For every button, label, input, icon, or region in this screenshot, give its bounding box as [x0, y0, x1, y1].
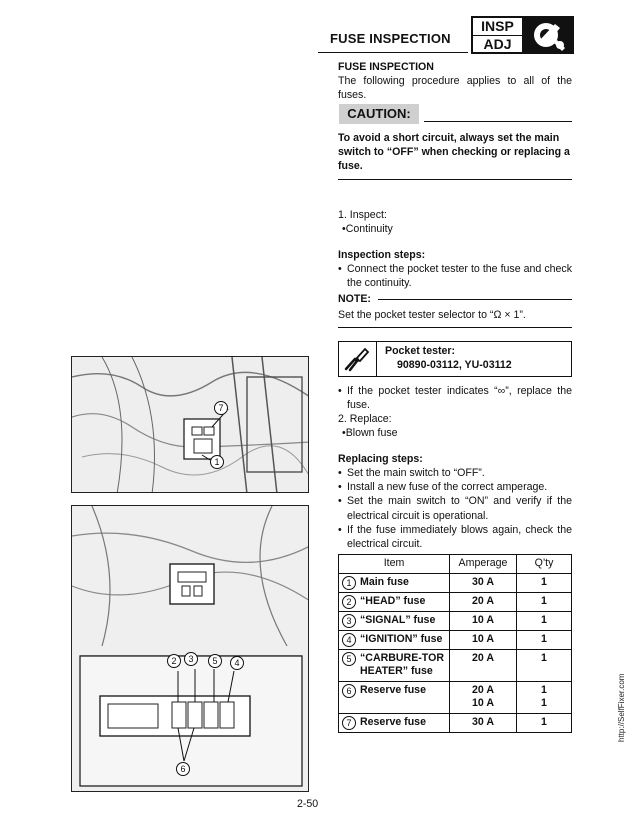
- fuse-amperage: 30 A: [450, 573, 517, 592]
- replacing-step-text: Install a new fuse of the correct amperage.: [347, 481, 548, 494]
- col-header-amperage: Amperage: [450, 555, 517, 574]
- special-tool-box: [338, 341, 572, 377]
- replacing-step-text: If the fuse immediately blows again, check the electrical circuit.: [347, 523, 572, 551]
- step2-item-text: Blown fuse: [345, 427, 398, 439]
- caution-rule: [424, 121, 572, 122]
- callout-number: 2: [342, 595, 356, 609]
- fuse-amperage: 10 A: [450, 611, 517, 630]
- note-label: NOTE:: [338, 293, 371, 305]
- fuse-qty: 1: [517, 630, 572, 649]
- bullet-symbol: •: [338, 467, 342, 479]
- replacing-step: [338, 523, 572, 551]
- col-header-qty: Q’ty: [517, 555, 572, 574]
- fuse-qty-2: 1: [541, 697, 547, 710]
- table-row: [339, 630, 572, 649]
- step1-item: [342, 222, 576, 236]
- side-url: http://SelfFixer.com: [617, 673, 626, 742]
- fuse-item-name: Reserve fuse: [360, 715, 426, 728]
- table-row: [339, 681, 572, 713]
- callout-number: 1: [342, 576, 356, 590]
- inspection-steps-bullet: [338, 262, 572, 290]
- header-rule: [318, 52, 468, 53]
- caution-text: To avoid a short circuit, always set the main switch to “OFF” when checking or replacing a fuse.: [338, 132, 570, 173]
- callout-number: 7: [342, 716, 356, 730]
- photo-fuse-box-location: [71, 356, 309, 493]
- callout-number: 3: [342, 614, 356, 628]
- photo-callout: 1: [210, 455, 224, 469]
- callout-number: 6: [342, 684, 356, 698]
- photo-callout: 5: [208, 654, 222, 668]
- inspection-steps-heading: Inspection steps:: [338, 249, 426, 261]
- replacing-steps-heading: Replacing steps:: [338, 453, 423, 465]
- replace-condition-text: If the pocket tester indicates “∞”, replace the fuse.: [347, 385, 572, 412]
- fuse-qty: 1: [517, 573, 572, 592]
- fuse-amperage-2: 10 A: [472, 697, 494, 710]
- fuse-table: [338, 554, 572, 733]
- table-row: [339, 592, 572, 611]
- table-header-row: [339, 555, 572, 574]
- note-end-rule: [338, 327, 572, 328]
- pliers-tool-icon: [343, 346, 371, 377]
- callout-number: 4: [342, 633, 356, 647]
- fuse-qty: 1: [517, 649, 572, 681]
- page-number: 2-50: [297, 798, 319, 810]
- replacing-step: [338, 466, 572, 480]
- fuse-item-name: Reserve fuse: [360, 683, 426, 696]
- caution-end-rule: [338, 179, 572, 180]
- photo-callout: 6: [176, 762, 190, 776]
- table-row: [339, 611, 572, 630]
- fuse-item-name: “HEAD” fuse: [360, 594, 426, 607]
- table-row: [339, 649, 572, 681]
- intro-heading: FUSE INSPECTION: [338, 61, 434, 73]
- callout-number: 5: [342, 652, 356, 666]
- note-rule: [378, 299, 572, 300]
- bullet-symbol: •: [338, 385, 342, 397]
- step1-label: 1. Inspect:: [338, 209, 387, 221]
- fuse-qty: 1: [517, 611, 572, 630]
- replacing-step-text: Set the main switch to “ON” and verify if the electrical circuit is operational.: [347, 495, 572, 522]
- insp-adj-badge: [471, 16, 524, 54]
- step2-label: 2. Replace:: [338, 413, 392, 425]
- fuse-item-name: Main fuse: [360, 575, 409, 588]
- wrench-nut-icon: [524, 16, 574, 54]
- intro-text: The following procedure applies to all of the fuses.: [338, 75, 572, 102]
- photo-callout: 2: [167, 654, 181, 668]
- tool-name: Pocket tester:: [385, 345, 456, 357]
- table-row: [339, 573, 572, 592]
- page-header-title: FUSE INSPECTION: [330, 31, 451, 46]
- replacing-step-text: Set the main switch to “OFF”.: [347, 467, 485, 479]
- badge-insp-label: INSP: [473, 18, 522, 36]
- photo-callout: 7: [214, 401, 228, 415]
- fuse-amperage: 20 A: [450, 649, 517, 681]
- table-row: [339, 713, 572, 732]
- col-header-item: Item: [339, 555, 450, 574]
- photo-fuse-box-detail: [71, 505, 309, 792]
- replace-condition-bullet: [338, 384, 572, 412]
- fuse-item-name: “SIGNAL” fuse: [360, 613, 436, 626]
- replacing-steps-list: [338, 466, 572, 551]
- fuse-qty: 1: [541, 683, 547, 696]
- photo-callout: 4: [230, 656, 244, 670]
- fuse-amperage: 20 A: [472, 683, 494, 696]
- replacing-step: [338, 494, 572, 522]
- badge-adj-label: ADJ: [483, 36, 512, 52]
- caution-label: CAUTION:: [339, 104, 419, 124]
- fuse-qty: 1: [517, 713, 572, 732]
- bullet-symbol: •: [338, 495, 342, 508]
- fuse-item-name: “CARBURE-TOR HEATER” fuse: [360, 651, 444, 678]
- fuse-amperage: 30 A: [450, 713, 517, 732]
- replacing-step: [338, 480, 572, 494]
- step1-item-text: Continuity: [345, 223, 393, 235]
- tool-part-number: 90890-03112, YU-03112: [397, 359, 512, 371]
- step2-item: [342, 426, 576, 440]
- note-text: Set the pocket tester selector to “Ω × 1”.: [338, 309, 526, 321]
- bullet-symbol: •: [338, 263, 342, 275]
- fuse-amperage: 20 A: [450, 592, 517, 611]
- bullet-symbol: •: [342, 427, 346, 439]
- tool-box-separator: [376, 342, 377, 376]
- fuse-item-name: “IGNITION” fuse: [360, 632, 443, 645]
- bullet-symbol: •: [338, 481, 342, 494]
- photo-callout: 3: [184, 652, 198, 666]
- inspection-bullet-text: Connect the pocket tester to the fuse and check the continuity.: [347, 263, 572, 290]
- fuse-qty: 1: [517, 592, 572, 611]
- fuse-amperage: 10 A: [450, 630, 517, 649]
- bullet-symbol: •: [342, 223, 346, 235]
- bullet-symbol: •: [338, 523, 342, 536]
